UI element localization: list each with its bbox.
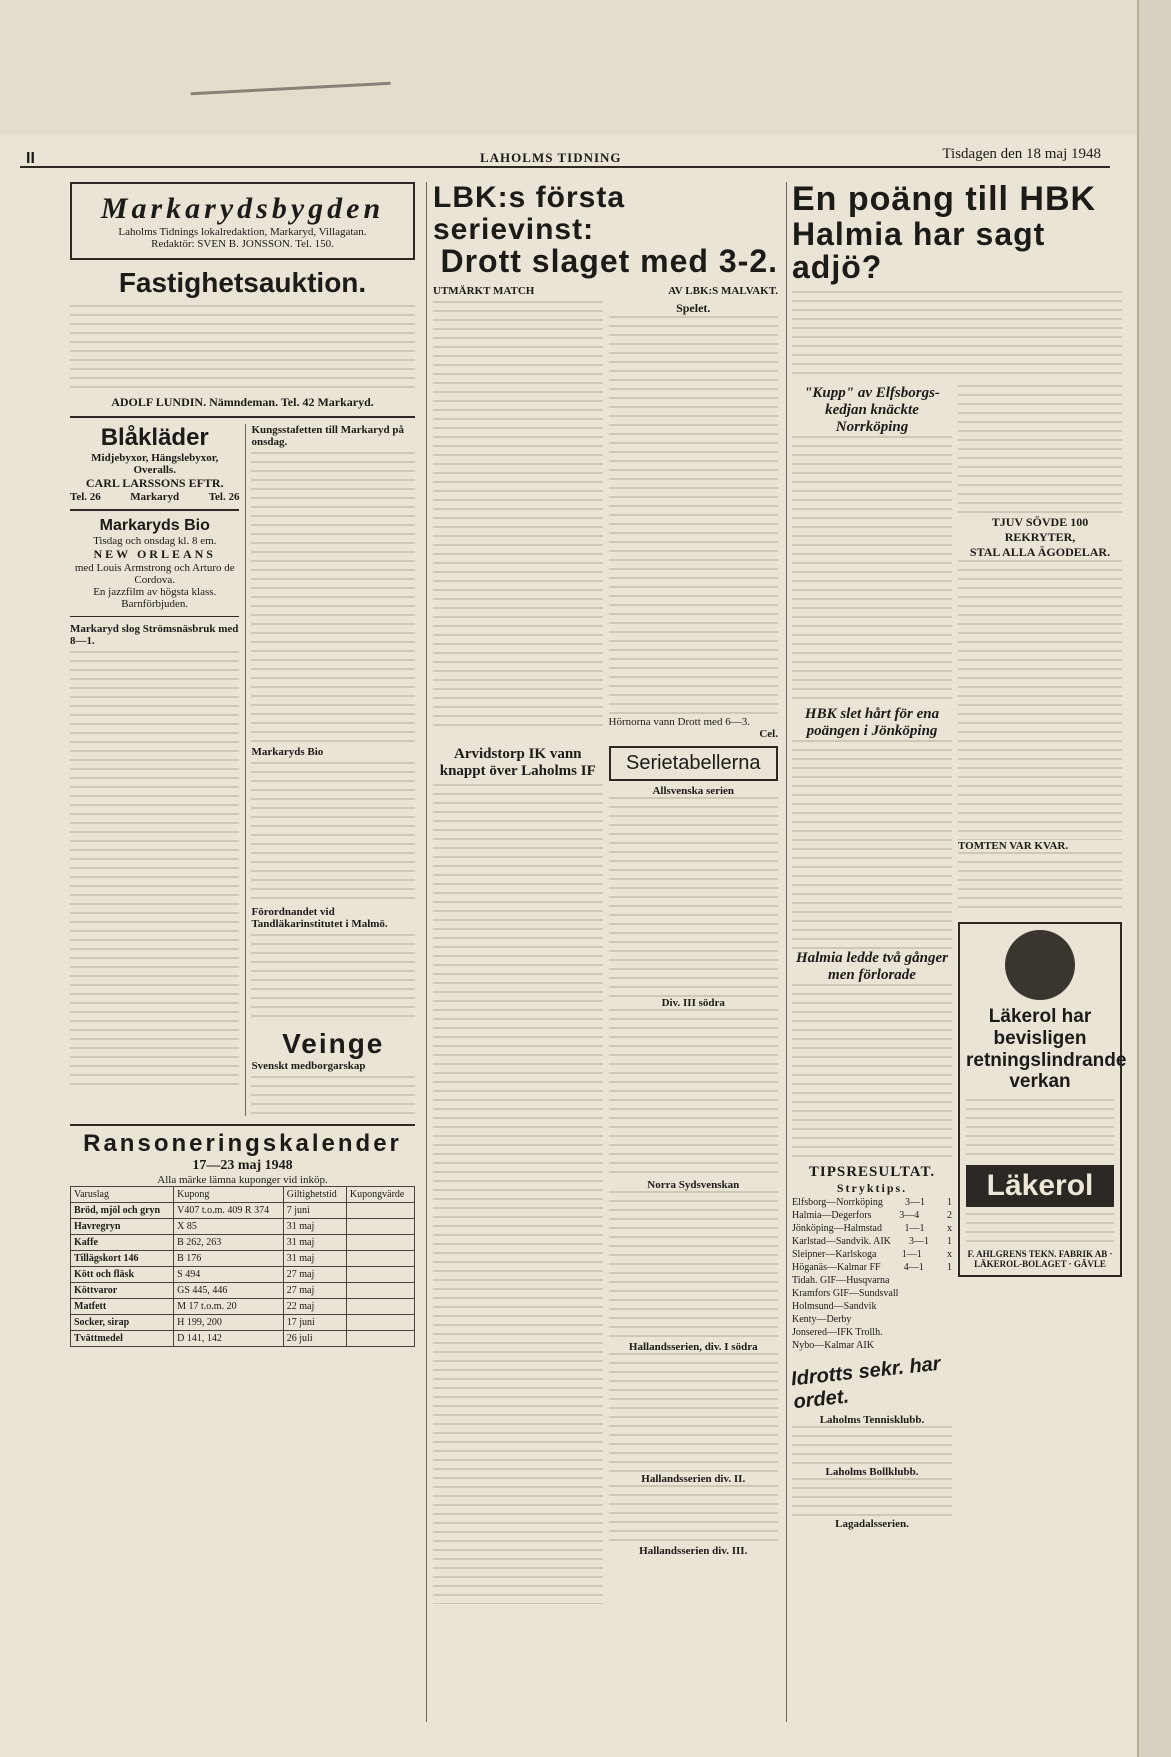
- halland1-title: Hallandsserien, div. I södra: [628, 1340, 758, 1353]
- tips-cell: x: [947, 1222, 952, 1234]
- hbk-right: [958, 385, 1127, 1530]
- article-text: [433, 784, 603, 1604]
- ad-place: Markaryd: [130, 490, 180, 503]
- div3-title: Div. III södra: [661, 996, 725, 1009]
- section-header-box: [70, 182, 415, 260]
- lbk-sign: Cel.: [759, 727, 778, 740]
- hbk-left: [792, 385, 952, 1530]
- halland3-title: Hallandsserien div. III.: [639, 1544, 748, 1557]
- ad-tel: Tel. 26: [70, 490, 101, 503]
- tips-cell: 1: [946, 1235, 952, 1247]
- bio-sub: Tisdag och onsdag kl. 8 em.: [93, 534, 217, 547]
- section-sub2: Redaktör: SVEN B. JONSSON. Tel. 150.: [151, 238, 334, 250]
- table-cell: H 199, 200: [174, 1314, 284, 1330]
- lbk-headline2: Drott slaget med 3-2.: [440, 243, 778, 279]
- table-cell: [346, 1202, 414, 1218]
- table-cell: 22 maj: [283, 1298, 346, 1314]
- sport-headline: Markaryd slog Strömsnäsbruk med 8—1.: [70, 622, 239, 647]
- table-header: Giltighetstid: [283, 1186, 346, 1202]
- tips-cell: 1: [946, 1261, 952, 1273]
- list-item: [792, 1274, 952, 1287]
- table-cell: X 85: [174, 1218, 284, 1234]
- tips-cell: 4—1: [903, 1261, 924, 1273]
- table-cell: [346, 1266, 414, 1282]
- column-lbk: [433, 182, 778, 1604]
- bio-film: NEW ORLEANS: [93, 546, 216, 561]
- serie-box: Serietabellerna: [609, 746, 779, 781]
- article-text: [251, 452, 415, 742]
- table-cell: 27 maj: [283, 1282, 346, 1298]
- table-row: [71, 1202, 415, 1218]
- page-number: II: [26, 150, 35, 167]
- article-text: [958, 385, 1122, 515]
- table-cell: [346, 1218, 414, 1234]
- tips-cell: 2: [946, 1209, 952, 1221]
- article-text: [792, 436, 952, 706]
- auction-title: Fastighetsauktion.: [118, 267, 367, 298]
- table-cell: Kaffe: [71, 1234, 174, 1250]
- news-sub2: Markaryds Bio: [251, 745, 324, 758]
- news-sub3: Förordnandet vid Tandläkarinstitutet i Malmö.: [251, 905, 388, 930]
- page-edge: [1137, 0, 1171, 1757]
- lakerol-firm: F. AHLGRENS TEKN. FABRIK AB · LÄKEROL-BOLAGET · GÄVLE: [967, 1249, 1113, 1270]
- lbk-article: [433, 301, 778, 740]
- table-row: [71, 1250, 415, 1266]
- tips-cell: Kenty—Derby: [792, 1313, 852, 1325]
- auction-sign: ADOLF LUNDIN. Nämndeman. Tel. 42 Markaryd.: [111, 394, 374, 409]
- section-sub1: Laholms Tidnings lokalredaktion, Markaryd, Villagatan.: [118, 226, 367, 238]
- table-header-row: [71, 1186, 415, 1202]
- table-row: [71, 1266, 415, 1282]
- right-news: [245, 424, 415, 1116]
- boll-club: Laholms Bollklubb.: [825, 1465, 919, 1478]
- article-text: [792, 740, 952, 950]
- list-item: [792, 1196, 952, 1209]
- lagad-title: Lagadalsserien.: [835, 1517, 909, 1530]
- article-text: [958, 560, 1122, 840]
- paper-name: LAHOLMS TIDNING: [480, 150, 622, 165]
- lbk-article-right: [609, 301, 779, 740]
- tips-cell: Nybo—Kalmar AIK: [792, 1339, 874, 1351]
- veinge-sub: Svenskt medborgarskap: [251, 1059, 366, 1072]
- bio-cast: med Louis Armstrong och Arturo de Cordova.: [74, 561, 235, 586]
- halland2-title: Hallandsserien div. II.: [641, 1472, 746, 1485]
- table-row: [71, 1330, 415, 1346]
- hbk-sub2: HBK slet hårt för ena poängen i Jönköping: [804, 705, 940, 739]
- table-cell: S 494: [174, 1266, 284, 1282]
- table-cell: [346, 1234, 414, 1250]
- bio-note: En jazzfilm av högsta klass. Barnförbjuden.: [93, 585, 217, 610]
- article-text: [792, 1478, 952, 1518]
- list-item: [792, 1248, 952, 1261]
- table-header: Kupongvärde: [346, 1186, 414, 1202]
- tips-cell: Halmia—Degerfors: [792, 1209, 872, 1221]
- ad-blaklader-tel-row: [70, 491, 239, 503]
- veinge-title: Veinge: [282, 1027, 385, 1059]
- table-cell: Bröd, mjöl och gryn: [71, 1202, 174, 1218]
- bio-title: Markaryds Bio: [99, 516, 210, 534]
- tomten-sub: TOMTEN VAR KVAR.: [958, 839, 1069, 852]
- tips-list: [792, 1196, 952, 1352]
- article-text: [792, 984, 952, 1164]
- tips-sub: Stryktips.: [836, 1180, 908, 1195]
- article-text: [251, 762, 415, 902]
- table-cell: Socker, sirap: [71, 1314, 174, 1330]
- article-text: [792, 291, 1122, 381]
- tips-cell: x: [947, 1248, 952, 1260]
- article-text: [70, 305, 415, 395]
- standings-table: [609, 1353, 779, 1473]
- ad-text: [966, 1099, 1114, 1159]
- table-cell: [346, 1330, 414, 1346]
- table-cell: D 141, 142: [174, 1330, 284, 1346]
- subhead-left: UTMÄRKT MATCH: [433, 284, 535, 297]
- ad-tel: Tel. 26: [208, 490, 240, 503]
- article-text: [70, 651, 239, 1091]
- tips-cell: Höganäs—Kalmar FF: [792, 1261, 881, 1273]
- table-cell: 26 juli: [283, 1330, 346, 1346]
- tips-cell: 1: [946, 1196, 952, 1208]
- table-cell: Tvättmedel: [71, 1330, 174, 1346]
- issue-date: Tisdagen den 18 maj 1948: [942, 146, 1101, 162]
- standings-table: [609, 1485, 779, 1545]
- list-item: [792, 1300, 952, 1313]
- table-row: [71, 1218, 415, 1234]
- tips-cell: Holmsund—Sandvik: [792, 1300, 877, 1312]
- kupp-sub: "Kupp" av Elfsborgs-kedjan knäckte Norrköping: [804, 384, 940, 435]
- table-cell: V407 t.o.m. 409 R 374: [174, 1202, 284, 1218]
- article-text: [251, 1076, 415, 1116]
- list-item: [792, 1339, 952, 1352]
- article-text: [433, 301, 603, 731]
- table-row: [71, 1298, 415, 1314]
- table-cell: M 17 t.o.m. 20: [174, 1298, 284, 1314]
- masthead-rule: [20, 166, 1110, 168]
- list-item: [792, 1261, 952, 1274]
- halmia-sub3: Halmia ledde två gånger men förlorade: [795, 949, 949, 983]
- head-silhouette-icon: [1005, 930, 1075, 1000]
- serie-tables: [609, 746, 779, 1604]
- list-item: [792, 1235, 952, 1248]
- table-cell: Tillägskort 146: [71, 1250, 174, 1266]
- tips-cell: 3—4: [899, 1209, 920, 1221]
- table-cell: Havregryn: [71, 1218, 174, 1234]
- subhead-right: AV LBK:S MALVAKT.: [668, 284, 778, 297]
- table-row: [71, 1282, 415, 1298]
- lakerol-brand: Läkerol: [966, 1165, 1114, 1207]
- allsvenska-title: Allsvenska serien: [652, 784, 735, 797]
- table-cell: [346, 1250, 414, 1266]
- scan-top-band: [0, 0, 1137, 135]
- column-rule: [786, 182, 787, 1722]
- standings-table: [609, 1191, 779, 1341]
- list-item: [792, 1222, 952, 1235]
- ransoner-dates: 17—23 maj 1948: [192, 1157, 293, 1173]
- section-title: Markarydsbygden: [100, 192, 385, 225]
- tips-cell: 3—1: [908, 1235, 929, 1247]
- table-cell: 31 maj: [283, 1234, 346, 1250]
- ransoner-note: Alla märke lämna kuponger vid inköp.: [157, 1173, 328, 1186]
- list-item: [792, 1313, 952, 1326]
- ads-row: [70, 416, 415, 1116]
- lakerol-headline: Läkerol har bevisligen retningslindrande verkan: [966, 1005, 1127, 1093]
- left-ads: [70, 424, 239, 1116]
- lower-col2: [433, 746, 778, 1604]
- standings-table: [609, 1009, 779, 1179]
- arvid-article: [433, 746, 603, 1604]
- standings-table: [609, 797, 779, 997]
- table-row: [71, 1234, 415, 1250]
- table-cell: B 262, 263: [174, 1234, 284, 1250]
- table-cell: B 176: [174, 1250, 284, 1266]
- list-item: [792, 1287, 952, 1300]
- table-row: [71, 1314, 415, 1330]
- news-sub1: Kungsstafetten till Markaryd på onsdag.: [251, 423, 404, 448]
- lbk-end-line: Hörnorna vann Drott med 6—3.: [608, 715, 750, 728]
- table-cell: 31 maj: [283, 1250, 346, 1266]
- table-cell: 27 maj: [283, 1266, 346, 1282]
- tips-cell: Jönköping—Halmstad: [792, 1222, 882, 1234]
- table-cell: GS 445, 446: [174, 1282, 284, 1298]
- ransoner-table: [70, 1186, 415, 1347]
- norra-syd-title: Norra Sydsvenskan: [647, 1178, 740, 1191]
- list-item: [792, 1326, 952, 1339]
- lbk-subhead: [433, 285, 778, 297]
- tjuv-line1: TJUV SÖVDE 100 REKRYTER,: [991, 514, 1089, 544]
- table-cell: 17 juni: [283, 1314, 346, 1330]
- hbk-headline1: En poäng till HBK: [792, 180, 1097, 218]
- column-rule: [426, 182, 427, 1722]
- lbk-headline1: LBK:s första serievinst:: [433, 181, 626, 246]
- tips-cell: Sleipner—Karlskoga: [792, 1248, 877, 1260]
- table-cell: Matfett: [71, 1298, 174, 1314]
- hbk-headline2: Halmia har sagt adjö?: [792, 215, 1046, 286]
- lakerol-ad: [958, 922, 1127, 1277]
- article-text: [251, 934, 415, 1024]
- hbk-lower: [790, 384, 1127, 1530]
- table-cell: Köttvaror: [71, 1282, 174, 1298]
- table-cell: 31 maj: [283, 1218, 346, 1234]
- tips-cell: Jonsered—IFK Trollh.: [792, 1326, 883, 1338]
- tennis-club: Laholms Tennisklubb.: [819, 1413, 925, 1426]
- tips-cell: Karlstad—Sandvik. AIK: [792, 1235, 891, 1247]
- tips-cell: Tidah. GIF—Husqvarna: [792, 1274, 890, 1286]
- ad-text: [966, 1213, 1114, 1243]
- table-cell: [346, 1314, 414, 1330]
- tips-cell: Elfsborg—Norrköping: [792, 1196, 883, 1208]
- article-text: [609, 316, 779, 716]
- table-cell: [346, 1282, 414, 1298]
- table-header: Varuslag: [71, 1186, 174, 1202]
- tips-cell: 1—1: [901, 1248, 922, 1260]
- column-hbk: [790, 180, 1127, 1530]
- ransoner-title: Ransoneringskalender: [83, 1129, 402, 1157]
- spelet-sub: Spelet.: [676, 300, 711, 315]
- arvid-headline: Arvidstorp IK vann knappt över Laholms IF: [439, 745, 596, 779]
- table-header: Kupong: [174, 1186, 284, 1202]
- tjuv-line2: STAL ALLA ÄGODELAR.: [969, 544, 1111, 559]
- list-item: [792, 1209, 952, 1222]
- table-cell: [346, 1298, 414, 1314]
- tips-cell: 3—1: [904, 1196, 925, 1208]
- ad-blaklader-title: Blåkläder: [100, 423, 209, 451]
- tips-title: TIPSRESULTAT.: [808, 1163, 936, 1180]
- ransoner-section: [70, 1124, 415, 1347]
- ad-blaklader-firm: CARL LARSSONS EFTR.: [85, 475, 224, 490]
- table-cell: Kött och fläsk: [71, 1266, 174, 1282]
- article-text: [792, 1426, 952, 1466]
- column-markaryd: [70, 182, 415, 1347]
- tips-cell: Kramfors GIF—Sundsvall: [792, 1287, 899, 1299]
- ad-blaklader-line1: Midjebyxor, Hängslebyxor, Overalls.: [91, 451, 219, 476]
- table-cell: 7 juni: [283, 1202, 346, 1218]
- idrott-ad: Idrotts sekr. har ordet.: [790, 1352, 942, 1414]
- tips-cell: 1—1: [904, 1222, 925, 1234]
- article-text: [958, 852, 1122, 912]
